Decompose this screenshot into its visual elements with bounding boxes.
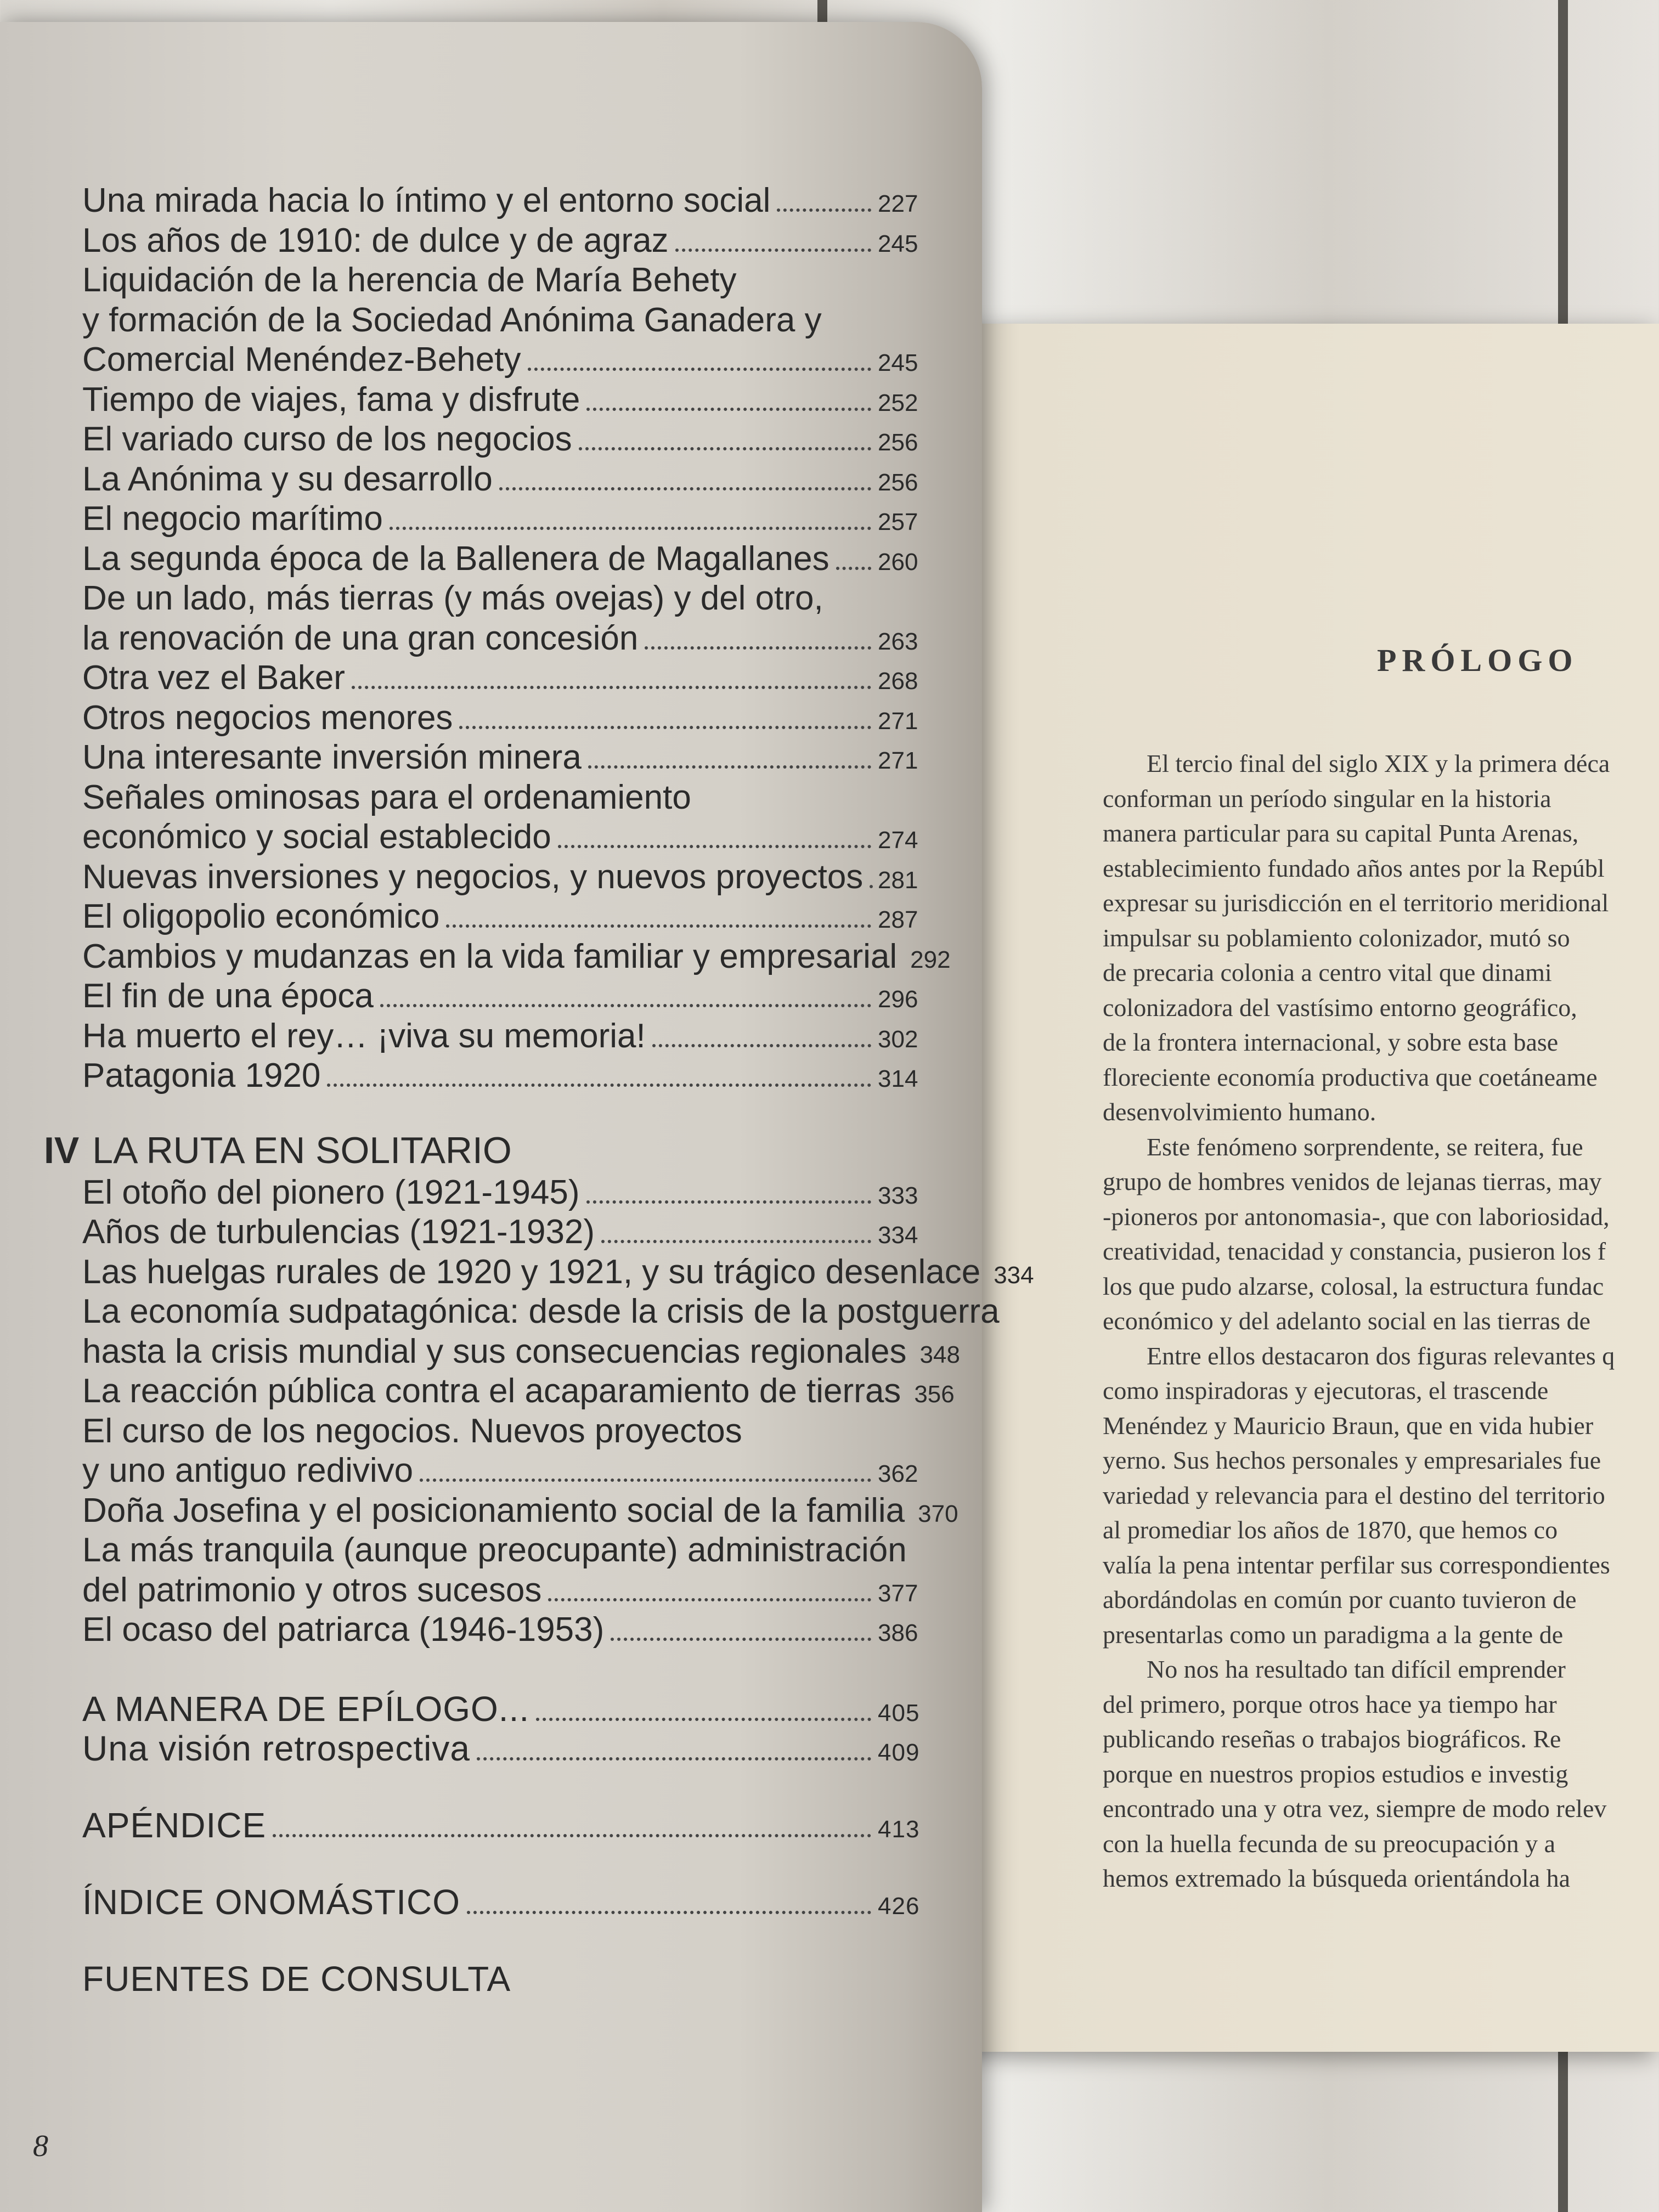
prologue-line: con la huella fecunda de su preocupación y a <box>1103 1829 1556 1858</box>
toc-entry <box>82 1212 916 1251</box>
toc-entry-title: del patrimonio y otros sucesos <box>82 1571 542 1609</box>
toc-entry <box>82 778 916 817</box>
toc-entry-title: La Anónima y su desarrollo <box>82 460 493 498</box>
toc-entry <box>82 1491 958 1530</box>
toc-entry-title: Una visión retrospectiva <box>82 1728 470 1768</box>
toc-entry-page: 405 <box>878 1699 920 1726</box>
dot-leader <box>588 765 871 769</box>
toc-entry-title: Los años de 1910: de dulce y de agraz <box>82 221 669 259</box>
toc-entry-page: 256 <box>878 429 918 456</box>
toc-entry-page: 334 <box>878 1222 918 1249</box>
toc-entry-title: El fin de una época <box>82 977 374 1015</box>
toc-entry-page: 426 <box>878 1892 920 1920</box>
prologue-line: desenvolvimiento humano. <box>1103 1098 1376 1126</box>
prologue-line: presentarlas como un paradigma a la gente de <box>1103 1620 1564 1649</box>
prologue-line: Menéndez y Mauricio Braun, que en vida hubier <box>1103 1411 1594 1440</box>
dot-leader <box>870 885 871 888</box>
toc-entry <box>82 1292 1000 1331</box>
toc-entry-page: 287 <box>878 906 918 933</box>
toc-entry-title: Liquidación de la herencia de María Behety <box>82 261 737 299</box>
dot-leader <box>327 1084 871 1087</box>
prologue-line: impulsar su poblamiento colonizador, mutó so <box>1103 923 1570 952</box>
toc-entry-page: 333 <box>878 1182 918 1209</box>
dot-leader <box>499 487 871 490</box>
toc-entry-title: El variado curso de los negocios <box>82 420 572 458</box>
toc-entry-page: 227 <box>878 190 918 217</box>
toc-entry-title: El curso de los negocios. Nuevos proyectos <box>82 1412 742 1450</box>
prologue-line: variedad y relevancia para el destino del territorio <box>1103 1481 1605 1509</box>
toc-entry <box>82 1372 955 1410</box>
prologue-line: abordándolas en común por cuanto tuvieron de <box>1103 1585 1577 1613</box>
toc-entry <box>82 619 916 658</box>
toc-entry-title: Otros negocios menores <box>82 698 453 737</box>
toc-entry <box>82 261 916 300</box>
toc-entry-title: y uno antiguo redivivo <box>82 1452 414 1489</box>
toc-entry <box>82 301 916 340</box>
toc-entry <box>82 1610 916 1649</box>
prologue-line: -pioneros por antonomasia-, que con laboriosidad, <box>1103 1202 1610 1231</box>
toc-entry-page: 271 <box>878 707 918 735</box>
toc-entry <box>82 1531 916 1570</box>
toc-entry-page: 409 <box>878 1739 920 1766</box>
prologue-text <box>1103 746 1659 1896</box>
dot-leader <box>536 1718 871 1721</box>
toc-entry <box>82 499 916 538</box>
toc-entry-page: 314 <box>878 1065 918 1092</box>
toc-entry-page: 413 <box>878 1815 920 1843</box>
prologue-line: los que pudo alzarse, colosal, la estructura fundac <box>1103 1272 1604 1300</box>
toc-entry-page: 281 <box>878 866 918 894</box>
toc-entry-title: Doña Josefina y el posicionamiento social de la familia <box>82 1491 905 1530</box>
dot-leader <box>273 1834 871 1837</box>
toc-entry <box>82 1571 916 1610</box>
dot-leader <box>477 1757 871 1760</box>
toc-entry-page: 296 <box>878 986 918 1013</box>
prologue-line: porque en nuestros propios estudios e investig <box>1103 1759 1568 1788</box>
toc-entry-title: El oligopolio económico <box>82 898 440 935</box>
toc-entry-title: la renovación de una gran concesión <box>82 619 639 657</box>
dot-leader <box>645 646 871 650</box>
toc-entry-page: 256 <box>878 469 918 496</box>
part-title: LA RUTA EN SOLITARIO <box>92 1129 512 1171</box>
prologue-line: conforman un período singular en la historia <box>1103 784 1551 812</box>
dot-leader <box>586 1200 871 1204</box>
toc-entry-page: 271 <box>878 747 918 774</box>
prologue-line: Entre ellos destacaron dos figuras relevantes q <box>1147 1341 1615 1370</box>
toc-entry-page: 257 <box>878 509 918 535</box>
toc-entry <box>82 937 951 976</box>
prologue-line: publicando reseñas o trabajos biográficos. Re <box>1103 1725 1561 1753</box>
dot-leader <box>611 1638 871 1641</box>
toc-entry-title: La segunda época de la Ballenera de Magallanes <box>82 539 830 578</box>
toc-entry-title: y formación de la Sociedad Anónima Ganadera y <box>82 301 822 339</box>
toc-entry-title: La reacción pública contra el acaparamiento de tierras <box>82 1372 901 1410</box>
toc-entry-page: 356 <box>914 1381 955 1408</box>
prologue-line: valía la pena intentar perfilar sus correspondientes <box>1103 1550 1610 1579</box>
toc-entry-page: 274 <box>878 827 918 854</box>
toc-entry <box>82 181 916 220</box>
prologue-line: al promediar los años de 1870, que hemos co <box>1103 1516 1558 1544</box>
page-number: 8 <box>33 2129 48 2163</box>
toc-entry-title: Patagonia 1920 <box>82 1057 321 1094</box>
dot-leader <box>652 1044 871 1047</box>
toc-entry <box>82 658 916 697</box>
prologue-line: yerno. Sus hechos personales y empresariales fue <box>1103 1446 1601 1474</box>
dot-leader <box>390 527 871 530</box>
dot-leader <box>467 1911 871 1914</box>
toc-entry <box>82 1728 920 1769</box>
toc-entry <box>82 1451 916 1490</box>
prologue-line: económico y del adelanto social en las tierras de <box>1103 1307 1590 1335</box>
toc-entry-page: 362 <box>878 1460 918 1487</box>
toc-entry <box>82 1882 920 1922</box>
toc-entry-page: 334 <box>994 1261 1034 1289</box>
prologue-line: establecimiento fundado años antes por la Repúbl <box>1103 854 1605 882</box>
prologue-line: creatividad, tenacidad y constancia, pusieron los f <box>1103 1237 1606 1265</box>
toc-entry <box>82 1959 916 1999</box>
toc-entry-page: 263 <box>878 628 918 655</box>
toc-entry <box>82 1173 916 1212</box>
toc-entry <box>82 579 916 618</box>
toc-entry <box>82 977 916 1015</box>
dot-leader <box>352 686 871 689</box>
toc-entry-page: 348 <box>919 1341 960 1368</box>
toc-entry-page: 252 <box>878 389 918 416</box>
toc-entry <box>82 817 916 856</box>
toc-entry-title: Una mirada hacia lo íntimo y el entorno social <box>82 182 771 219</box>
toc-entry-page: 292 <box>910 946 951 973</box>
toc-entry <box>82 1332 960 1371</box>
dot-leader <box>528 368 872 371</box>
toc-entry-page: 302 <box>878 1025 918 1053</box>
toc-entry-title: Cambios y mudanzas en la vida familiar y empresarial <box>82 937 898 975</box>
prologue-line: encontrado una y otra vez, siempre de modo relev <box>1103 1795 1607 1822</box>
toc-entry <box>82 698 916 737</box>
prologue-line: grupo de hombres venidos de lejanas tierras, may <box>1103 1167 1602 1195</box>
toc-entry-title: económico y social establecido <box>82 818 551 856</box>
toc-entry <box>82 738 916 777</box>
toc-entry <box>82 460 916 499</box>
prologue-line: floreciente economía productiva que coetáneame <box>1103 1063 1598 1091</box>
toc-entry <box>82 1805 920 1846</box>
toc-entry-title: A MANERA DE EPÍLOGO... <box>82 1689 530 1729</box>
toc-entry-page: 377 <box>878 1579 918 1607</box>
prologue-line: expresar su jurisdicción en el territorio meridional <box>1103 889 1609 917</box>
toc-entry <box>82 897 916 936</box>
dot-leader <box>548 1598 871 1601</box>
toc-entry-title: Años de turbulencias (1921-1932) <box>82 1213 595 1251</box>
prologue-line: El tercio final del siglo XIX y la primera déca <box>1147 749 1610 777</box>
toc-entry-title: Ha muerto el rey… ¡viva su memoria! <box>82 1017 646 1055</box>
toc-entry-page: 386 <box>878 1620 918 1646</box>
dot-leader <box>601 1240 871 1243</box>
toc-entry <box>82 380 916 419</box>
toc-entry-page: 268 <box>878 668 918 695</box>
prologue-line: de precaria colonia a centro vital que dinami <box>1103 958 1552 986</box>
toc-entry-page: 260 <box>878 548 918 575</box>
toc-entry <box>82 1689 920 1729</box>
toc-entry-title: El ocaso del patriarca (1946-1953) <box>82 1611 605 1649</box>
toc-entry-title: Tiempo de viajes, fama y disfrute <box>82 380 580 419</box>
toc-entry-page: 245 <box>878 349 918 376</box>
prologue-line: No nos ha resultado tan difícil emprender <box>1147 1655 1566 1683</box>
toc-entry-title: hasta la crisis mundial y sus consecuencias regionales <box>82 1332 907 1370</box>
toc-entry-title: Nuevas inversiones y negocios, y nuevos proyectos <box>82 857 864 896</box>
toc-entry-title: El otoño del pionero (1921-1945) <box>82 1173 580 1211</box>
toc-entry <box>82 1017 916 1056</box>
dot-leader <box>836 567 871 570</box>
toc-entry-title: Las huelgas rurales de 1920 y 1921, y su trágico desenlace <box>82 1252 981 1291</box>
dot-leader <box>459 726 871 729</box>
toc-entry <box>82 221 916 260</box>
toc-entry-title: Una interesante inversión minera <box>82 738 582 776</box>
toc-entry-title: El negocio marítimo <box>82 500 383 538</box>
toc-entry-title: Señales ominosas para el ordenamiento <box>82 778 691 816</box>
prologue-line: manera particular para su capital Punta Arenas, <box>1103 819 1579 847</box>
toc-entry-title: Otra vez el Baker <box>82 659 345 697</box>
prologue-line: colonizadora del vastísimo entorno geográfico, <box>1103 993 1577 1022</box>
part-numeral: IV <box>44 1129 80 1171</box>
toc-entry <box>82 857 916 896</box>
toc-entry <box>82 420 916 459</box>
prologue-line: del primero, porque otros hace ya tiempo har <box>1103 1690 1557 1718</box>
dot-leader <box>579 447 871 450</box>
toc-entry-title: La economía sudpatagónica: desde la crisis de la postguerra <box>82 1293 1000 1330</box>
toc-entry-title: ÍNDICE ONOMÁSTICO <box>82 1882 461 1922</box>
toc-entry-title: Comercial Menéndez-Behety <box>82 341 521 379</box>
toc-entry-title: De un lado, más tierras (y más ovejas) y del otro, <box>82 579 823 617</box>
prologue-title: PRÓLOGO <box>1377 642 1578 678</box>
toc-entry-title: APÉNDICE <box>82 1805 267 1845</box>
toc-entry-page: 245 <box>878 230 918 257</box>
prologue-line: de la frontera internacional, y sobre esta base <box>1103 1028 1559 1056</box>
part-iv-heading <box>44 1129 512 1172</box>
dot-leader <box>446 924 871 928</box>
toc-entry <box>82 1056 916 1095</box>
dot-leader <box>558 845 871 848</box>
toc-entry <box>82 1412 916 1451</box>
dot-leader <box>586 408 871 411</box>
dot-leader <box>777 208 871 212</box>
prologue-line: hemos extremado la búsqueda orientándola ha <box>1103 1864 1570 1892</box>
toc-entry <box>82 539 916 578</box>
dot-leader <box>420 1479 871 1482</box>
toc-entry <box>82 1252 1034 1291</box>
toc-entry-title: La más tranquila (aunque preocupante) administración <box>82 1531 907 1569</box>
toc-entry-title: FUENTES DE CONSULTA <box>82 1959 511 1999</box>
dot-leader <box>675 249 871 252</box>
toc-entry-page: 370 <box>918 1500 958 1527</box>
toc-entry <box>82 340 916 379</box>
dot-leader <box>380 1004 871 1007</box>
prologue-line: como inspiradoras y ejecutoras, el trascende <box>1103 1376 1549 1404</box>
prologue-line: Este fenómeno sorprendente, se reitera, fue <box>1147 1132 1583 1161</box>
